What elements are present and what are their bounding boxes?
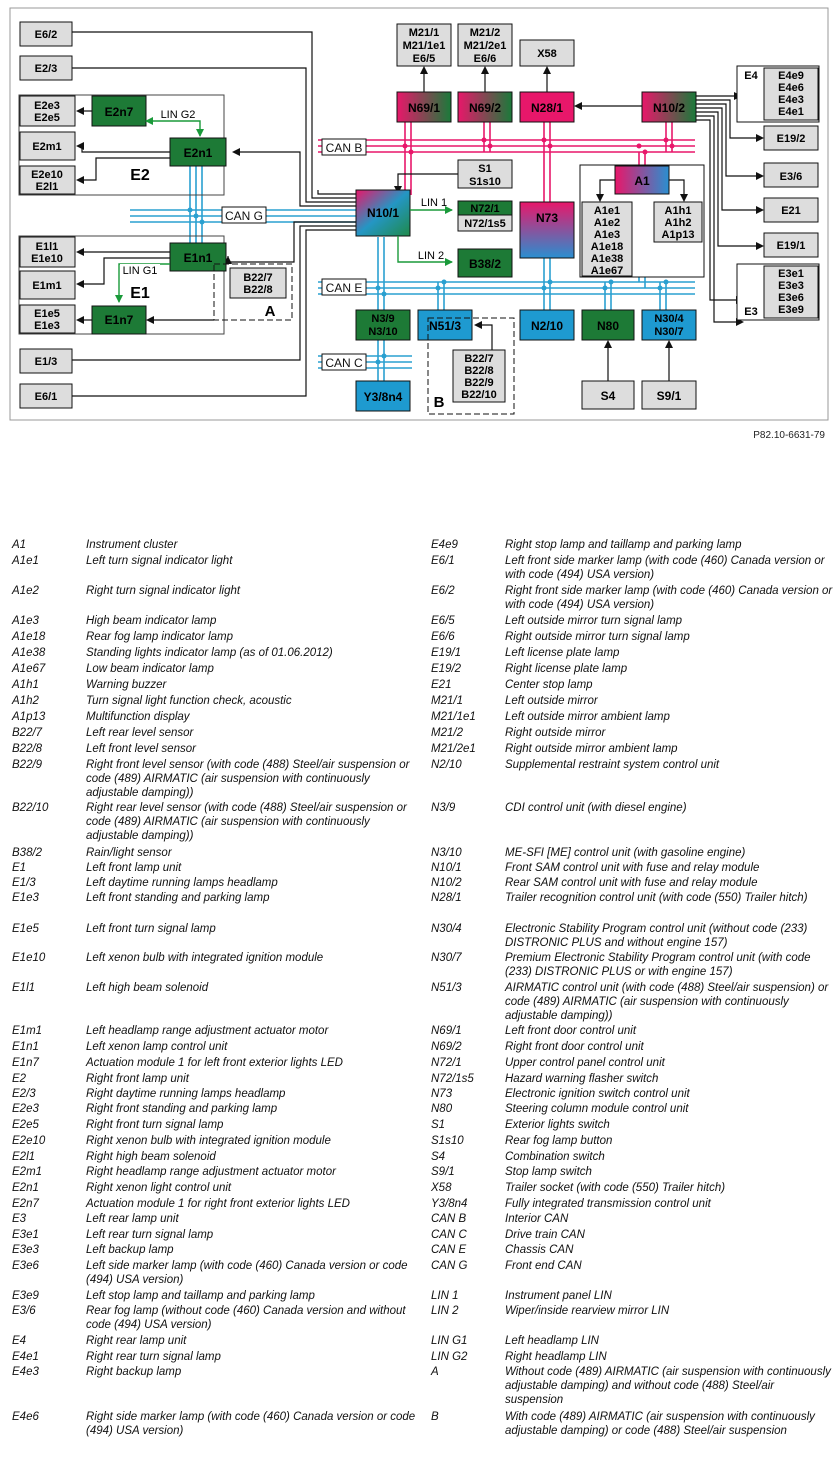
- legend-description: Left xenon bulb with integrated ignition module: [86, 952, 324, 964]
- b22-7-a-label: B22/7: [243, 272, 273, 284]
- legend-description: Rear fog lamp button: [505, 1135, 613, 1147]
- legend-code: LIN 2: [431, 1305, 459, 1317]
- s9-1-label: S9/1: [656, 389, 682, 403]
- legend-code: S9/1: [431, 1166, 455, 1178]
- legend-description: Right turn signal indicator light: [86, 585, 241, 597]
- e2e10-label: E2e10: [31, 169, 63, 181]
- legend-description: Right rear lamp unit: [86, 1335, 187, 1347]
- e2n1-label: E2n1: [183, 146, 213, 160]
- legend-description: Stop lamp switch: [505, 1166, 592, 1178]
- legend-code: A1h2: [12, 695, 39, 707]
- legend-description: Instrument cluster: [86, 539, 178, 551]
- e4-group-label: E4: [744, 70, 758, 82]
- legend-description: Actuation module 1 for left front exterior lights LED: [86, 1057, 343, 1069]
- legend-code: A1e67: [12, 663, 46, 675]
- legend-description: Fully integrated transmission control unit: [505, 1198, 711, 1210]
- can-b-text: CAN B: [325, 141, 363, 155]
- legend-code: N30/7: [431, 952, 462, 964]
- legend-description: Right front standing and parking lamp: [86, 1103, 278, 1115]
- legend-code: E2e3: [12, 1103, 39, 1115]
- legend-code: N3/10: [431, 847, 462, 859]
- e3e9-label: E3e9: [778, 304, 804, 316]
- legend-description: Left license plate lamp: [505, 647, 620, 659]
- legend-code: E21: [431, 679, 452, 691]
- legend-description: Rear fog lamp (without code (460) Canada version and without code (494) USA version): [86, 1305, 406, 1331]
- a1e18-label: A1e18: [590, 241, 624, 253]
- legend-code: N10/2: [431, 877, 462, 889]
- legend-description: Left turn signal indicator light: [86, 555, 233, 567]
- legend-code: LIN 1: [431, 1290, 459, 1302]
- e1e3-label: E1e3: [34, 320, 60, 332]
- legend-description: Right daytime running lamps headlamp: [86, 1088, 286, 1100]
- legend-code: B: [431, 1411, 439, 1423]
- e1e10-label: E1e10: [31, 253, 63, 265]
- legend-code: E3/6: [12, 1305, 36, 1317]
- legend-code: A1e18: [12, 631, 46, 643]
- e3-group-label: E3: [744, 306, 758, 318]
- legend-description: Left outside mirror ambient lamp: [505, 711, 670, 723]
- legend-code: E19/1: [431, 647, 462, 659]
- can-e-text: CAN E: [325, 281, 363, 295]
- legend-code: E3e6: [12, 1260, 39, 1272]
- b22-9-label: B22/9: [464, 377, 494, 389]
- e1e5-label: E1e5: [34, 308, 60, 320]
- s1-label: S1: [478, 163, 492, 175]
- legend-description: Front end CAN: [505, 1260, 582, 1272]
- legend-code: E6/6: [431, 631, 455, 643]
- legend-description: Trailer socket (with code (550) Trailer hitch): [505, 1182, 726, 1194]
- legend-code: E3e1: [12, 1229, 39, 1241]
- legend-code: E6/2: [431, 585, 455, 597]
- legend-code: N80: [431, 1103, 453, 1115]
- legend-description: Right headlamp range adjustment actuator motor: [86, 1166, 336, 1178]
- legend-code: A1p13: [12, 711, 46, 723]
- legend-description: Exterior lights switch: [505, 1119, 610, 1131]
- a1e3-label: A1e3: [593, 229, 621, 241]
- n10-1-label: N10/1: [366, 206, 400, 220]
- s4-label: S4: [600, 389, 616, 403]
- legend-code: M21/2e1: [431, 743, 476, 755]
- legend-description: Left front lamp unit: [86, 862, 182, 874]
- legend-description: Right front door control unit: [505, 1041, 644, 1053]
- legend-description: Chassis CAN: [505, 1244, 574, 1256]
- legend-description: Rear SAM control unit with fuse and relay module: [505, 877, 758, 889]
- legend-description: Right xenon bulb with integrated ignition module: [86, 1135, 331, 1147]
- e2l1-label: E2l1: [35, 181, 59, 193]
- legend-description: Left outside mirror turn signal lamp: [505, 615, 683, 627]
- lin-g2-label: LIN G2: [160, 109, 196, 121]
- legend-code: B22/8: [12, 743, 43, 755]
- n2-10-label: N2/10: [530, 319, 564, 333]
- y3-8n4-label: Y3/8n4: [363, 390, 403, 404]
- legend-code: E4e6: [12, 1411, 39, 1423]
- legend-description: Right outside mirror: [505, 727, 606, 739]
- legend-description: Wiper/inside rearview mirror LIN: [505, 1305, 670, 1317]
- legend-description: Right front lamp unit: [86, 1073, 189, 1085]
- n72-1s5-label: N72/1s5: [464, 218, 506, 230]
- e6-6-label: E6/6: [473, 53, 497, 65]
- legend-description: Rear fog lamp indicator lamp: [86, 631, 234, 643]
- legend-code: E4e9: [431, 539, 458, 551]
- x58-label: X58: [537, 48, 557, 60]
- legend-code: E3: [12, 1213, 27, 1225]
- legend-description: Left rear turn signal lamp: [86, 1229, 214, 1241]
- legend-description: Right high beam solenoid: [86, 1151, 216, 1163]
- lin-1-label: LIN 1: [420, 197, 448, 209]
- legend-code: CAN C: [431, 1229, 467, 1241]
- legend-code: CAN E: [431, 1244, 467, 1256]
- legend-description: Left front turn signal lamp: [86, 923, 216, 935]
- legend-code: E2m1: [12, 1166, 43, 1178]
- legend-description: Left side marker lamp (with code (460) Canada version or code (494) USA version): [86, 1260, 408, 1286]
- e1m1-label: E1m1: [32, 280, 62, 292]
- e3e1-label: E3e1: [778, 268, 804, 280]
- n80-label: N80: [596, 319, 620, 333]
- legend-code: B22/9: [12, 759, 43, 771]
- legend-code: E6/1: [431, 555, 455, 567]
- legend-description: Left backup lamp: [86, 1244, 174, 1256]
- legend-code: B38/2: [12, 847, 43, 859]
- legend-description: Right headlamp LIN: [505, 1351, 607, 1363]
- e3e6-label: E3e6: [778, 292, 804, 304]
- legend-description: Electronic ignition switch control unit: [505, 1088, 690, 1100]
- legend-description: Premium Electronic Stability Program control unit (with code (233) DISTRONIC PLUS or with engine 157): [505, 952, 811, 978]
- n30-4-label: N30/4: [654, 313, 684, 325]
- legend-code: Y3/8n4: [431, 1198, 468, 1210]
- b22-8-b-label: B22/8: [464, 365, 494, 377]
- legend-code: LIN G1: [431, 1335, 468, 1347]
- legend-description: Warning buzzer: [86, 679, 167, 691]
- legend-description: Right backup lamp: [86, 1366, 182, 1378]
- e21-label: E21: [781, 205, 801, 217]
- legend-code: E2n1: [12, 1182, 39, 1194]
- legend-code: E1/3: [12, 877, 36, 889]
- legend-description: Interior CAN: [505, 1213, 569, 1225]
- legend-code: E1n7: [12, 1057, 39, 1069]
- legend-code: M21/2: [431, 727, 463, 739]
- legend-code: E2e10: [12, 1135, 46, 1147]
- figure-reference: P82.10-6631-79: [753, 430, 825, 441]
- legend-code: E4e3: [12, 1366, 39, 1378]
- legend-description: Combination switch: [505, 1151, 605, 1163]
- m21-2e1-label: M21/2e1: [463, 40, 507, 52]
- legend-code: B22/10: [12, 802, 49, 814]
- m21-1-label: M21/1: [408, 27, 440, 39]
- a1e38-label: A1e38: [590, 253, 624, 265]
- legend-code: M21/1e1: [431, 711, 476, 723]
- legend-code: E6/5: [431, 615, 455, 627]
- e2e5-label: E2e5: [34, 112, 60, 124]
- legend-code: A1e2: [12, 585, 39, 597]
- legend-code: M21/1: [431, 695, 463, 707]
- legend-description: Trailer recognition control unit (with code (550) Trailer hitch): [505, 892, 808, 904]
- can-g-text: CAN G: [224, 209, 264, 223]
- legend-description: Standing lights indicator lamp (as of 01.06.2012): [86, 647, 333, 659]
- legend-code: E2e5: [12, 1119, 39, 1131]
- variant-b-label: B: [433, 394, 445, 411]
- e3e3-label: E3e3: [778, 280, 804, 292]
- legend-description: AIRMATIC control unit (with code (488) Steel/air suspension) or code (489) AIRMATIC (air suspension with continuously adjustable damping)): [505, 982, 829, 1022]
- legend-description: Left stop lamp and taillamp and parking lamp: [86, 1290, 315, 1302]
- n10-2-label: N10/2: [652, 101, 686, 115]
- n73-label: N73: [535, 211, 559, 225]
- e2e3-label: E2e3: [34, 100, 60, 112]
- legend-code: N10/1: [431, 862, 462, 874]
- legend-code: E1l1: [12, 982, 36, 994]
- legend-code: A: [431, 1366, 439, 1378]
- legend-code: E4: [12, 1335, 27, 1347]
- legend-description: Left headlamp LIN: [505, 1335, 599, 1347]
- legend-table: [0, 538, 837, 1459]
- b38-2-label: B38/2: [468, 257, 502, 271]
- n3-9-label: N3/9: [371, 313, 395, 325]
- legend-code: S4: [431, 1151, 446, 1163]
- legend-code: A1e38: [12, 647, 46, 659]
- legend-description: Supplemental restraint system control unit: [505, 759, 720, 771]
- legend-code: N72/1s5: [431, 1073, 474, 1085]
- legend-code: E19/2: [431, 663, 462, 675]
- legend-code: A1e1: [12, 555, 39, 567]
- legend-code: N2/10: [431, 759, 462, 771]
- legend-code: N30/4: [431, 923, 462, 935]
- network-topology-diagram: [0, 0, 837, 425]
- legend-description: Left outside mirror: [505, 695, 598, 707]
- legend-description: Left daytime running lamps headlamp: [86, 877, 278, 889]
- legend-description: Right front side marker lamp (with code (460) Canada version or with code (494) USA version): [505, 585, 833, 611]
- legend-code: E1m1: [12, 1025, 43, 1037]
- legend-description: Hazard warning flasher switch: [505, 1073, 659, 1085]
- legend-code: N51/3: [431, 982, 462, 994]
- b22-7-b-label: B22/7: [464, 353, 494, 365]
- e1n1-label: E1n1: [183, 251, 213, 265]
- legend-description: Right license plate lamp: [505, 663, 628, 675]
- n51-3-label: N51/3: [428, 319, 462, 333]
- legend-description: Electronic Stability Program control unit (without code (233) DISTRONIC PLUS and without engine 157): [505, 923, 808, 949]
- e6-1-label: E6/1: [34, 391, 58, 403]
- legend-code: E2n7: [12, 1198, 39, 1210]
- e1n7-label: E1n7: [104, 313, 134, 327]
- e2m1-label: E2m1: [32, 141, 62, 153]
- legend-code: N28/1: [431, 892, 462, 904]
- legend-description: Without code (489) AIRMATIC (air suspension with continuously adjustable damping) and without code (488) Steel/air suspension: [505, 1366, 831, 1406]
- legend-description: Right outside mirror ambient lamp: [505, 743, 678, 755]
- legend-code: N69/2: [431, 1041, 462, 1053]
- legend-description: Upper control panel control unit: [505, 1057, 665, 1069]
- a1p13-label: A1p13: [661, 229, 695, 241]
- legend-description: High beam indicator lamp: [86, 615, 217, 627]
- a1h1-label: A1h1: [664, 205, 692, 217]
- legend-code: E3e9: [12, 1290, 39, 1302]
- e1l1-label: E1l1: [35, 241, 59, 253]
- legend-code: CAN B: [431, 1213, 467, 1225]
- legend-code: N73: [431, 1088, 453, 1100]
- e19-1-label: E19/1: [776, 240, 806, 252]
- legend-description: ME-SFI [ME] control unit (with gasoline engine): [505, 847, 746, 859]
- legend-code: E1e10: [12, 952, 46, 964]
- m21-1e1-label: M21/1e1: [402, 40, 446, 52]
- lin-g1-label: LIN G1: [122, 265, 158, 277]
- legend-description: Left rear level sensor: [86, 727, 194, 739]
- legend-code: LIN G2: [431, 1351, 468, 1363]
- a1e2-label: A1e2: [593, 217, 621, 229]
- legend-description: Right rear turn signal lamp: [86, 1351, 221, 1363]
- a1e67-label: A1e67: [590, 265, 624, 277]
- legend-description: Left rear lamp unit: [86, 1213, 179, 1225]
- legend-code: X58: [431, 1182, 452, 1194]
- legend-code: E1n1: [12, 1041, 39, 1053]
- legend-description: Right outside mirror turn signal lamp: [505, 631, 690, 643]
- legend-code: N69/1: [431, 1025, 462, 1037]
- legend-description: Actuation module 1 for right front exterior lights LED: [86, 1198, 350, 1210]
- legend-description: Drive train CAN: [505, 1229, 585, 1241]
- legend-code: B22/7: [12, 727, 43, 739]
- legend-description: Left front side marker lamp (with code (460) Canada version or with code (494) USA version): [505, 555, 825, 581]
- e4e6-label: E4e6: [778, 82, 804, 94]
- legend-code: E4e1: [12, 1351, 39, 1363]
- b22-8-a-label: B22/8: [243, 284, 273, 296]
- a1-label: A1: [634, 174, 650, 188]
- n72-1-label: N72/1: [470, 203, 500, 215]
- legend-description: Right rear level sensor (with code (488) Steel/air suspension or code (489) AIRMATIC (air suspension with continuously adjustable damping)): [86, 802, 407, 842]
- s1s10-label: S1s10: [469, 176, 501, 188]
- can-c-text: CAN C: [325, 356, 363, 370]
- legend-code: S1: [431, 1119, 446, 1131]
- legend-description: Instrument panel LIN: [505, 1290, 612, 1302]
- legend-description: Left front level sensor: [86, 743, 196, 755]
- n28-1-label: N28/1: [530, 101, 564, 115]
- n3-10-label: N3/10: [368, 326, 398, 338]
- legend-code: N72/1: [431, 1057, 462, 1069]
- legend-code: E1e3: [12, 892, 39, 904]
- e4e9-label: E4e9: [778, 70, 804, 82]
- legend-code: E1: [12, 862, 27, 874]
- legend-description: Turn signal light function check, acoustic: [86, 695, 292, 707]
- a1h2-label: A1h2: [664, 217, 692, 229]
- e6-2-label: E6/2: [34, 29, 58, 41]
- legend-code: A1e3: [12, 615, 39, 627]
- legend-code: E1e5: [12, 923, 39, 935]
- legend-description: Right stop lamp and taillamp and parking lamp: [505, 539, 742, 551]
- legend-code: E2: [12, 1073, 27, 1085]
- variant-a-label: A: [264, 303, 276, 320]
- e1-3-label: E1/3: [34, 356, 58, 368]
- legend-code: E2l1: [12, 1151, 36, 1163]
- legend-description: Left high beam solenoid: [86, 982, 209, 994]
- n69-2-label: N69/2: [468, 101, 502, 115]
- legend-description: Rain/light sensor: [86, 847, 172, 859]
- n30-7-label: N30/7: [654, 326, 684, 338]
- legend-description: Left headlamp range adjustment actuator motor: [86, 1025, 329, 1037]
- legend-description: Multifunction display: [86, 711, 190, 723]
- e2-group-label: E2: [130, 167, 150, 184]
- legend-description: With code (489) AIRMATIC (air suspension with continuously adjustable damping) or code (488) Steel/air suspension: [505, 1411, 815, 1437]
- legend-description: Center stop lamp: [505, 679, 593, 691]
- legend-code: N3/9: [431, 802, 456, 814]
- legend-code: CAN G: [431, 1260, 468, 1272]
- legend-description: CDI control unit (with diesel engine): [505, 802, 687, 814]
- a1e1-label: A1e1: [593, 205, 621, 217]
- e6-5-label: E6/5: [412, 53, 436, 65]
- e2n7-label: E2n7: [104, 105, 134, 119]
- e1-group-label: E1: [130, 285, 150, 302]
- legend-code: E2/3: [12, 1088, 36, 1100]
- e19-2-label: E19/2: [776, 133, 806, 145]
- e4e1-label: E4e1: [778, 106, 804, 118]
- e4e3-label: E4e3: [778, 94, 804, 106]
- legend-code: S1s10: [431, 1135, 464, 1147]
- m21-2-label: M21/2: [469, 27, 501, 39]
- legend-description: Left xenon lamp control unit: [86, 1041, 228, 1053]
- legend-description: Left front door control unit: [505, 1025, 637, 1037]
- b22-10-label: B22/10: [461, 389, 497, 401]
- legend-code: A1: [12, 539, 27, 551]
- legend-code: A1h1: [12, 679, 39, 691]
- e3-6-label: E3/6: [779, 171, 803, 183]
- legend-description: Low beam indicator lamp: [86, 663, 214, 675]
- legend-description: Front SAM control unit with fuse and relay module: [505, 862, 760, 874]
- lin-2-label: LIN 2: [417, 250, 445, 262]
- legend-description: Right front turn signal lamp: [86, 1119, 224, 1131]
- legend-description: Right front level sensor (with code (488) Steel/air suspension or code (489) AIRMATIC (air suspension with continuously adjustable damping)): [86, 759, 410, 799]
- legend-description: Right xenon light control unit: [86, 1182, 232, 1194]
- legend-description: Steering column module control unit: [505, 1103, 689, 1115]
- legend-description: Right side marker lamp (with code (460) Canada version or code (494) USA version): [86, 1411, 416, 1437]
- e2-3-label: E2/3: [34, 63, 58, 75]
- legend-description: Left front standing and parking lamp: [86, 892, 270, 904]
- n69-1-label: N69/1: [407, 101, 441, 115]
- legend-code: E3e3: [12, 1244, 39, 1256]
